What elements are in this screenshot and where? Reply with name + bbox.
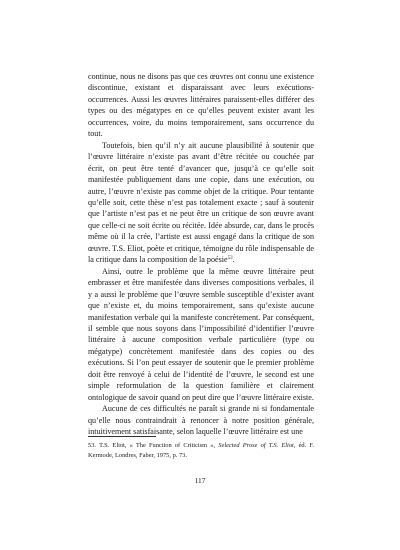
page-number: 117 <box>194 476 206 485</box>
footnote-number: 53. <box>88 442 96 449</box>
paragraph-1: continue, nous ne disons pas que ces œuvres ont connu une existence discontinue, existant et disparaissant avec leurs exécutions-occurrences. Aussi les œuvres littéraires paraissent-elles différer des types ou des mégatypes en ce qu’elles peuvent exister avant les occurrences, voire, du moins temporairement, sans occurrence du tout. <box>88 72 314 139</box>
paragraph-4: Aucune de ces difficultés ne paraît si grande ni si fondamentale qu’elle nous contraindrait à renoncer à notre position générale, intuitivement satisfaisante, selon laquelle l’œuvre littéraire est une <box>88 404 314 437</box>
paragraph-3: Ainsi, outre le problème que la même œuvre littéraire peut embrasser et être manifestée dans diverses compositions verbales, il y a aussi le problème que l’œuvre semble susceptible d’exister avant que n’existe et, du moins temporairement, sans qu’existe aucune manifestation verbale qui la manifeste concrètement. Par conséquent, il semble que nous soyons dans l’impossibilité d’identifier l’œuvre littéraire à aucune composition verbale particulière (type ou mégatype) concrètement manifestée dans des copies ou des exécutions. Si l’on peut essayer de soutenir que le premier problème doit être renvoyé à celui de l’identité de l’œuvre, le second est une simple reformulation de la question familière et clairement ontologique de savoir quand on peut dire que l’œuvre littéraire existe. <box>88 266 314 402</box>
footnote-divider <box>88 436 156 437</box>
footnote-publication: , éd. F. Kermode, Londres, Faber, 1975, p. 73. <box>88 442 315 459</box>
main-text <box>88 71 314 438</box>
footnote <box>88 441 314 460</box>
paragraph-2 <box>88 140 314 266</box>
footnote-author-title: T.S. Eliot, « The Function of Criticism », <box>99 442 216 449</box>
footnote-reference[interactable]: 53 <box>227 256 233 262</box>
paragraph-2-text: Toutefois, bien qu’il n’y ait aucune plausibilité à soutenir que l’œuvre littéraire n’existe pas avant d’être récitée ou couchée par écrit, on peut être tenté d’avancer que, jusqu’à ce qu’elle soit manifestée publiquement dans une copie, dans une exécution, ou autre, l’œuvre n’existe pas comme objet de la critique. Pour tentante qu’elle soit, cette thèse n’est pas totalement exacte ; sauf à soutenir que l’artiste n’est pas et ne peut être un critique de son œuvre avant que celle-ci ne soit écrite ou récitée. Idée absurde, car, dans le procès même où il la crée, l’artiste est aussi engagé dans la critique de son œuvre. T.S. Eliot, poète et critique, témoigne du rôle indispensable de la critique dans la composition de la poésie <box>88 140 314 265</box>
paragraph-2-end: . <box>232 255 235 265</box>
footnote-book-title: Selected Prose of T.S. Eliot <box>218 442 294 449</box>
